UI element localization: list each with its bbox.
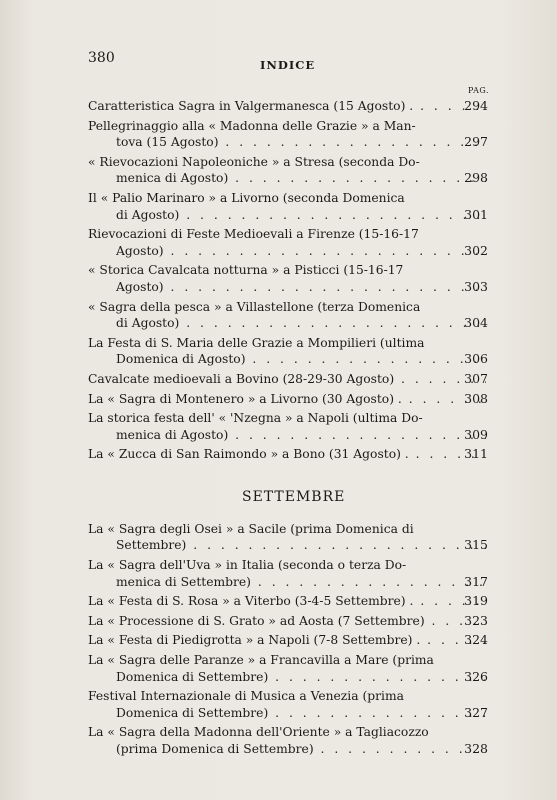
toc-entry xyxy=(88,688,486,721)
toc-page-number: 301 xyxy=(464,206,488,222)
toc-entry xyxy=(88,118,486,151)
toc-entry xyxy=(88,98,486,115)
toc-page-number: 304 xyxy=(464,315,488,331)
toc-entry-line: La storica festa dell' « 'Nzegna » a Napoli (ultima Do- xyxy=(88,411,423,426)
toc-entry-line: Il « Palio Marinaro » a Livorno (seconda Domenica xyxy=(88,190,405,205)
toc-entry xyxy=(88,521,486,554)
toc-entry-line: La « Processione di S. Grato » ad Aosta (7 Settembre) . . . xyxy=(88,613,486,630)
toc-page-number: 294 xyxy=(464,98,488,113)
toc-entry-line: Domenica di Settembre) . . . xyxy=(88,705,486,722)
toc-entry-line: « Sagra della pesca » a Villastellone (terza Domenica xyxy=(88,299,421,314)
toc-entry xyxy=(88,613,486,630)
toc-entry-line: La Festa di S. Maria delle Grazie a Mompilieri (ultima xyxy=(88,335,425,350)
toc-entry-line: La « Sagra della Madonna dell'Oriente » a Tagliacozzo xyxy=(88,725,429,740)
toc-entry xyxy=(88,371,486,388)
toc-entry-line: La « Sagra degli Osei » a Sacile (prima Domenica di xyxy=(88,521,414,536)
toc-page-number: 308 xyxy=(464,390,488,406)
toc-page-number: 324 xyxy=(464,632,488,648)
toc-entry xyxy=(88,391,486,408)
toc-entry-line: Rievocazioni di Feste Medioevali a Firenze (15-16-17 xyxy=(88,227,419,242)
toc-page-number: 328 xyxy=(464,741,488,756)
toc-page-number: 326 xyxy=(464,668,488,684)
toc-page-number: 309 xyxy=(464,426,488,442)
toc-entry-line: Pellegrinaggio alla « Madonna delle Grazie » a Man- xyxy=(88,118,416,133)
toc-entry-line: La « Festa di S. Rosa » a Viterbo (3-4-5 Settembre) . . . . xyxy=(88,593,486,610)
toc-entry-line: « Storica Cavalcata notturna » a Pisticci (15-16-17 xyxy=(88,263,404,278)
toc-entry-line: La « Sagra dell'Uva » in Italia (seconda o terza Do- xyxy=(88,558,407,573)
table-of-contents xyxy=(88,98,486,761)
toc-entry-line: menica di Agosto) . . . xyxy=(88,427,486,444)
toc-entry-line: La « Zucca di San Raimondo » a Bono (31 Agosto) . . . . xyxy=(88,446,486,463)
toc-entry xyxy=(88,652,486,685)
section-title: SETTEMBRE xyxy=(242,488,346,505)
toc-entry-line: Agosto) . . . xyxy=(88,243,486,260)
toc-entry-line: « Rievocazioni Napoleoniche » a Stresa (seconda Do- xyxy=(88,154,420,169)
toc-entry-line: La « Festa di Piedigrotta » a Napoli (7-8 Settembre) . . . . xyxy=(88,632,486,649)
toc-entry-line: La « Sagra di Montenero » a Livorno (30 Agosto) . . . . xyxy=(88,391,486,408)
toc-page-number: 323 xyxy=(464,612,488,628)
toc-entry-line: Caratteristica Sagra in Valgermanesca (15 Agosto) . . . . xyxy=(88,98,486,115)
toc-entry-line: Cavalcate medioevali a Bovino (28-29-30 Agosto) . . . xyxy=(88,371,486,388)
toc-entry xyxy=(88,410,486,443)
toc-entry-line: Settembre) . . . xyxy=(88,537,486,554)
toc-entry-line: Festival Internazionale di Musica a Venezia (prima xyxy=(88,689,404,704)
toc-entry-line: (prima Domenica di Settembre) . . . xyxy=(88,741,486,758)
toc-entry xyxy=(88,154,486,187)
toc-entry-line: menica di Agosto) . . . xyxy=(88,170,486,187)
september-entries xyxy=(88,521,486,758)
august-entries xyxy=(88,98,486,463)
toc-entry xyxy=(88,593,486,610)
toc-entry-line: tova (15 Agosto) . . . xyxy=(88,134,486,151)
page-column-label: PAG. xyxy=(468,86,490,95)
toc-entry xyxy=(88,226,486,259)
toc-page-number: 302 xyxy=(464,242,488,258)
toc-page-number: 303 xyxy=(464,278,488,294)
toc-entry xyxy=(88,335,486,368)
toc-page-number: 315 xyxy=(464,537,488,553)
toc-page-number: 297 xyxy=(464,134,488,150)
toc-page-number: 311 xyxy=(464,446,488,462)
toc-entry xyxy=(88,724,486,757)
toc-entry xyxy=(88,262,486,295)
toc-page-number: 319 xyxy=(464,593,488,609)
toc-page-number: 327 xyxy=(464,704,488,720)
toc-entry-line: di Agosto) . . . xyxy=(88,207,486,224)
toc-entry xyxy=(88,299,486,332)
toc-entry xyxy=(88,557,486,590)
page-number: 380 xyxy=(88,50,115,66)
toc-entry-line: La « Sagra delle Paranze » a Francavilla a Mare (prima xyxy=(88,653,434,668)
toc-page-number: 306 xyxy=(464,351,488,367)
toc-entry xyxy=(88,446,486,463)
toc-entry xyxy=(88,190,486,223)
running-head: INDICE xyxy=(260,58,316,72)
toc-entry-line: Domenica di Settembre) . . . xyxy=(88,669,486,686)
toc-entry-line: menica di Settembre) . . . xyxy=(88,574,486,591)
toc-entry xyxy=(88,632,486,649)
toc-entry-line: Agosto) . . . xyxy=(88,279,486,296)
toc-entry-line: Domenica di Agosto) . . . xyxy=(88,351,486,368)
toc-page-number: 317 xyxy=(464,573,488,589)
toc-page-number: 307 xyxy=(464,370,488,386)
toc-entry-line: di Agosto) . . . xyxy=(88,315,486,332)
toc-page-number: 298 xyxy=(464,170,488,186)
